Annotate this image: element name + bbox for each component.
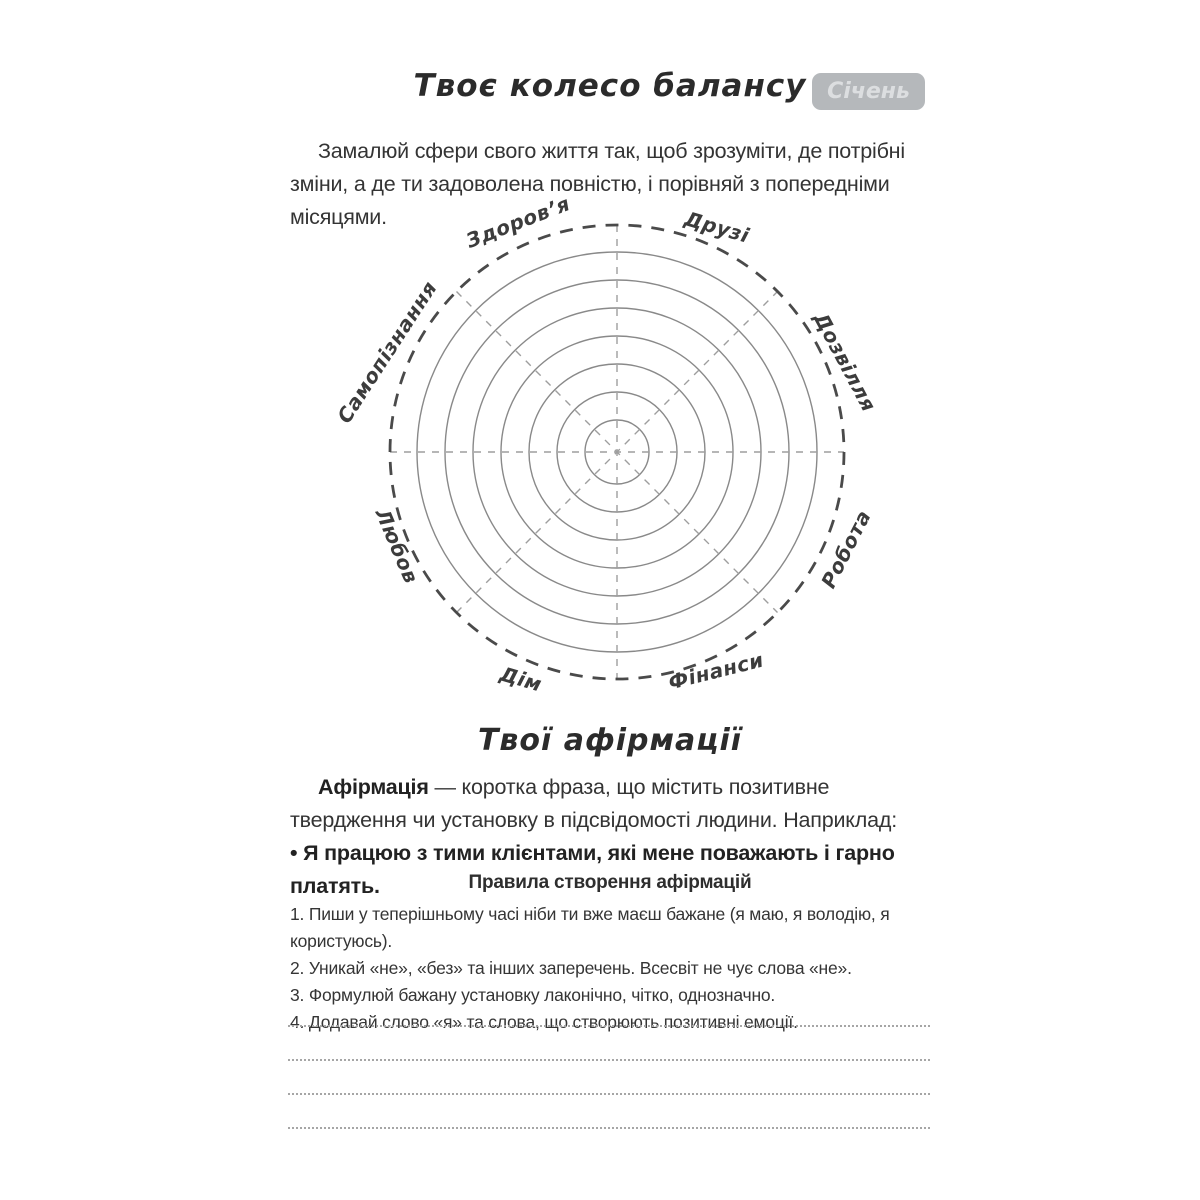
affirmation-example: • Я працюю з тими клієнтами, які мене поважають і гарно платять.	[290, 841, 895, 898]
rule-item-2: 2. Уникай «не», «без» та інших заперечень. Всесвіт не чує слова «не».	[290, 958, 852, 978]
rule-item-1: 1. Пиши у теперішньому часі ніби ти вже маєш бажане (я маю, я володію, я користуюсь).	[290, 904, 890, 951]
affirmations-heading: Твої афірмації	[477, 723, 743, 758]
writing-line[interactable]	[288, 1043, 930, 1061]
wheel-label-love: Любов	[370, 504, 424, 588]
wheel-label-health: Здоров’я	[462, 191, 574, 253]
writing-line[interactable]	[288, 1111, 930, 1129]
definition-term: Афірмація	[318, 775, 429, 799]
wheel-label-self-knowledge: Самопізнання	[332, 276, 442, 428]
intro-text: Замалюй сфери свого життя так, щоб зрозуміти, де потрібні зміни, а де ти задоволена повністю, і порівняй з попередніми місяцями.	[290, 138, 905, 229]
rules-heading: Правила створення афірмацій	[468, 872, 752, 893]
rule-item-3: 3. Формулюй бажану установку лаконічно, чітко, однозначно.	[290, 985, 776, 1005]
balance-wheel-chart	[377, 212, 857, 692]
page-title: Твоє колесо балансу	[413, 68, 807, 104]
wheel-label-leisure: Дозвілля	[808, 308, 882, 416]
wheel-spokes	[390, 225, 844, 679]
wheel-label-home: Дім	[497, 661, 545, 697]
writing-line[interactable]	[288, 1077, 930, 1095]
definition-text: — коротка фраза, що містить позитивне твердження чи установку в підсвідомості людини. Наприклад:	[290, 775, 897, 832]
wheel-label-work: Робота	[816, 506, 876, 592]
wheel-label-friends: Друзі	[681, 206, 753, 248]
month-badge-label: Січень	[827, 79, 910, 104]
month-badge	[812, 73, 925, 110]
wheel-label-finances: Фінанси	[665, 647, 767, 695]
rule-item-4: 4. Додавай слово «я» та слова, що створюють позитивні емоції.	[290, 1012, 798, 1032]
writing-line[interactable]	[288, 1009, 930, 1027]
